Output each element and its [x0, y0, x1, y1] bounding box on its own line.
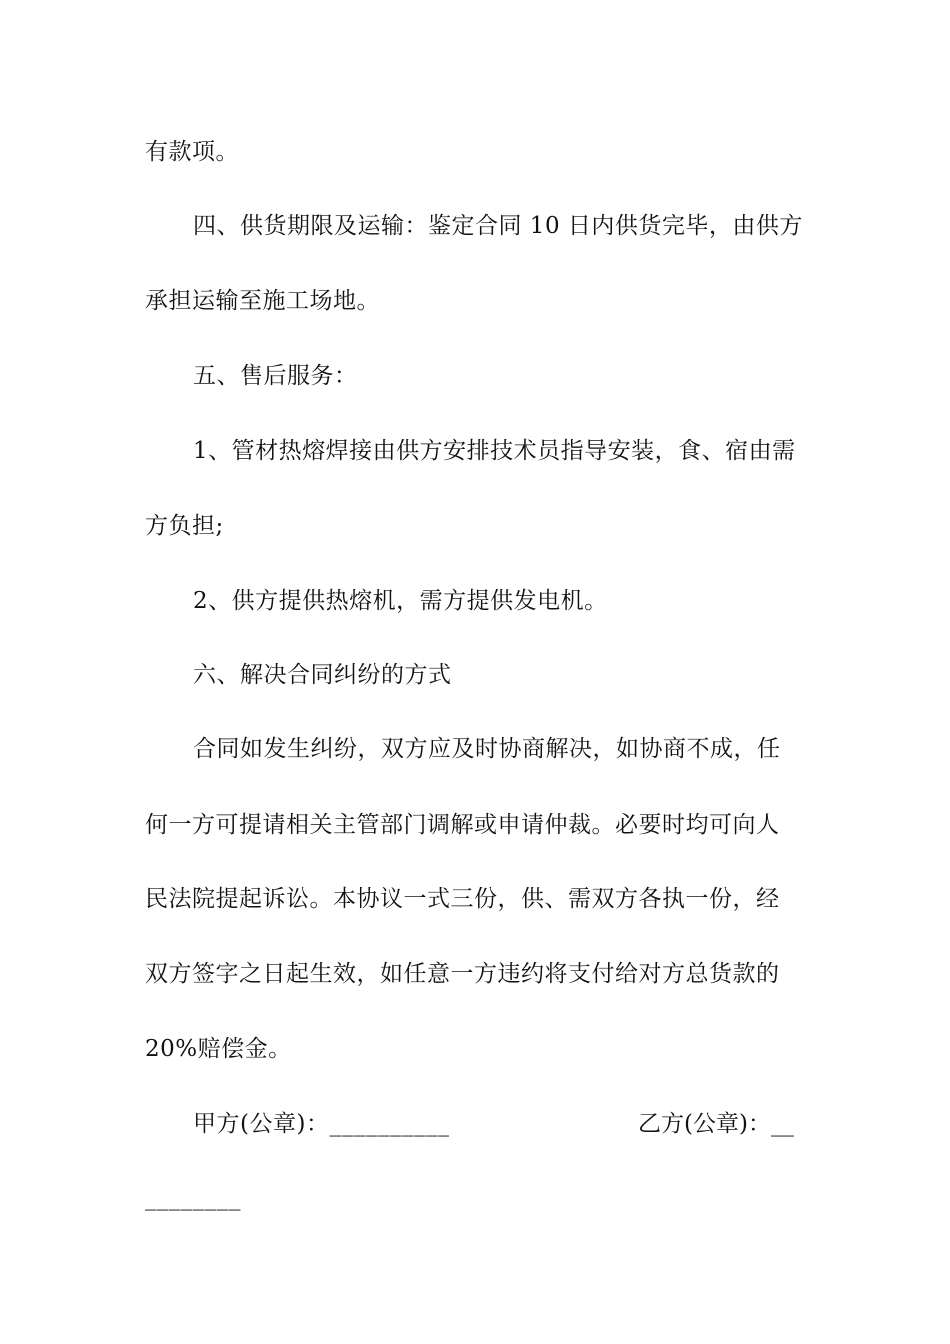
text-line: 20%赔偿金。 [145, 1036, 292, 1062]
party-a-signature: 甲方(公章)：__________ [193, 1111, 450, 1137]
clause-4-line: 四、供货期限及运输：鉴定合同 10 日内供货完毕，由供方 [193, 213, 803, 239]
signature-continuation: ________ [145, 1185, 241, 1211]
clause-5-heading: 五、售后服务： [193, 363, 358, 389]
text-line: 承担运输至施工场地。 [145, 288, 380, 314]
party-b-signature: 乙方(公章)：__ [638, 1111, 794, 1137]
text-line: 有款项。 [145, 139, 239, 165]
text-line: 双方签字之日起生效，如任意一方违约将支付给对方总货款的 [145, 961, 780, 987]
clause-5-item-1: 1、管材热熔焊接由供方安排技术员指导安装，食、宿由需 [193, 438, 796, 464]
text-line: 何一方可提请相关主管部门调解或申请仲裁。必要时均可向人 [145, 812, 780, 838]
text-line: 民法院提起诉讼。本协议一式三份，供、需双方各执一份，经 [145, 886, 780, 912]
text-line: 方负担; [145, 513, 224, 539]
clause-6-body-line: 合同如发生纠纷，双方应及时协商解决，如协商不成，任 [193, 736, 781, 762]
clause-5-item-2: 2、供方提供热熔机，需方提供发电机。 [193, 588, 608, 614]
clause-6-heading: 六、解决合同纠纷的方式 [193, 662, 452, 688]
